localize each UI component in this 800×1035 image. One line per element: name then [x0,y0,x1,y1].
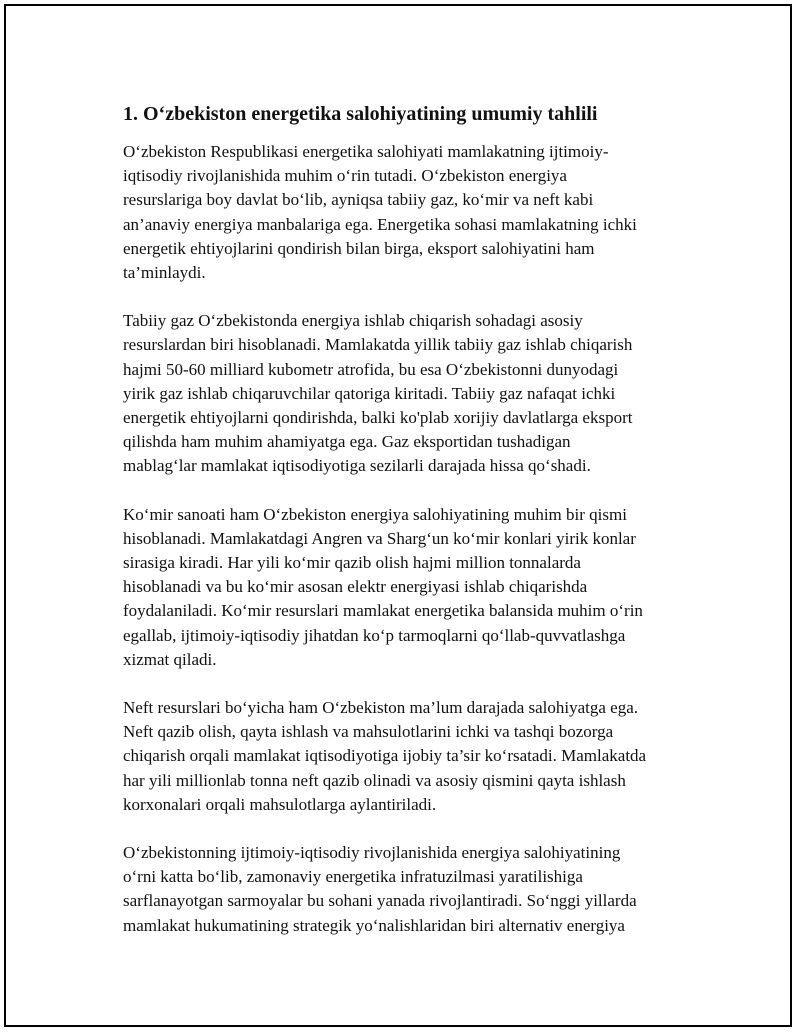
text-line: korxonalari orqali mahsulotlarga aylantiriladi. [123,794,437,814]
paragraph-4 [123,696,683,817]
text-line: mablag‘lar mamlakat iqtisodiyotiga sezilarli darajada hissa qo‘shadi. [123,456,591,476]
text-line: o‘rni katta bo‘lib, zamonaviy energetika infratuzilmasi yaratilishiga [123,867,583,887]
text-line: energetik ehtiyojlarini qondirish bilan birga, eksport salohiyatini ham [123,238,595,258]
text-line: hisoblanadi. Mamlakatdagi Angren va Sharg‘un ko‘mir konlari yirik konlar [123,528,636,548]
text-line: Ko‘mir sanoati ham O‘zbekiston energiya salohiyatining muhim bir qismi [123,504,627,524]
text-line: mamlakat hukumatining strategik yo‘nalishlaridan biri alternativ energiya [123,915,625,935]
paragraph-5 [123,841,683,938]
text-line: hisoblanadi va bu ko‘mir asosan elektr energiyasi ishlab chiqarishda [123,577,588,597]
text-line: iqtisodiy rivojlanishida muhim o‘rin tutadi. O‘zbekiston energiya [123,166,567,186]
text-line: Neft qazib olish, qayta ishlash va mahsulotlarini ichki va tashqi bozorga [123,722,614,742]
text-line: Tabiiy gaz O‘zbekistonda energiya ishlab chiqarish sohadagi asosiy [123,311,583,331]
text-line: sarflanayotgan sarmoyalar bu sohani yanada rivojlantiradi. So‘nggi yillarda [123,891,637,911]
text-line: chiqarish orqali mamlakat iqtisodiyotiga ijobiy ta’sir ko‘rsatadi. Mamlakatda [123,746,647,766]
paragraph-3 [123,503,683,672]
text-line: xizmat qiladi. [123,649,217,669]
text-line: energetik ehtiyojlarni qondirishda, balki ko'plab xorijiy davlatlarga eksport [123,408,633,428]
text-line: resurslardan biri hisoblanadi. Mamlakatda yillik tabiiy gaz ishlab chiqarish [123,335,633,355]
page-frame [4,4,792,1027]
text-line: O‘zbekiston Respublikasi energetika salohiyati mamlakatning ijtimoiy- [123,142,609,161]
text-line: egallab, ijtimoiy-iqtisodiy jihatdan ko‘p tarmoqlarni qo‘llab-quvvatlashga [123,625,626,645]
text-line: an’anaviy energiya manbalariga ega. Energetika sohasi mamlakatning ichki [123,214,637,234]
section-heading: 1. O‘zbekiston energetika salohiyatining umumiy tahlili [123,103,598,125]
text-line: sirasiga kiradi. Har yili ko‘mir qazib olish hajmi million tonnalarda [123,553,581,573]
text-line: yirik gaz ishlab chiqaruvchilar qatoriga kiritadi. Tabiiy gaz nafaqat ichki [123,383,616,403]
text-line: foydalaniladi. Ko‘mir resurslari mamlakat energetika balansida muhim o‘rin [123,601,643,621]
paragraph-1 [123,140,683,285]
text-line: qilishda ham muhim ahamiyatga ega. Gaz eksportidan tushadigan [123,432,571,452]
paragraph-2 [123,309,683,478]
text-line: Neft resurslari bo‘yicha ham O‘zbekiston ma’lum darajada salohiyatga ega. [123,698,638,718]
text-line: resurslariga boy davlat bo‘lib, ayniqsa tabiiy gaz, ko‘mir va neft kabi [123,190,594,210]
document-content [123,100,683,962]
text-line: O‘zbekistonning ijtimoiy-iqtisodiy rivojlanishida energiya salohiyatining [123,843,621,863]
text-line: hajmi 50-60 milliard kubometr atrofida, bu esa O‘zbekistonni dunyodagi [123,359,619,379]
text-line: ta’minlaydi. [123,263,206,283]
text-line: har yili millionlab tonna neft qazib olinadi va asosiy qismini qayta ishlash [123,770,626,790]
